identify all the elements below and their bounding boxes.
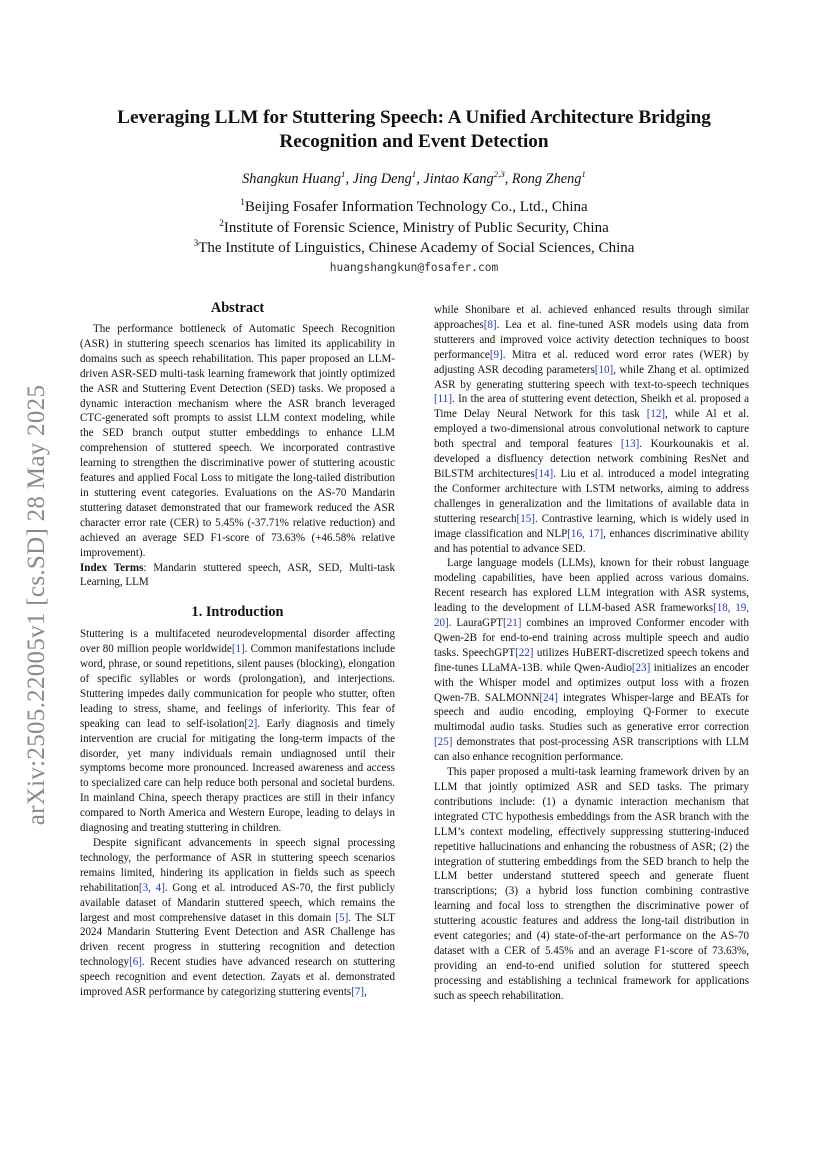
index-terms-label: Index Terms xyxy=(80,561,144,574)
body-text: combines an improved Conformer encoder with Qwen-2B for end-to-end training across multiple speech and audio tasks. SpeechGPT xyxy=(434,617,749,659)
citation-link[interactable]: [18, 19, 20] xyxy=(434,602,750,630)
citation-link[interactable]: [6] xyxy=(129,956,142,969)
affiliation-2: $^2$Institute of Forensic Science, Ministry of Public Security, China xyxy=(219,218,609,236)
author: Shangkun Huang$^1$, xyxy=(242,169,353,187)
body-text: Stuttering is a multifaceted neurodevelopmental disorder affecting over 80 million people worldwide xyxy=(80,628,395,656)
citation-link[interactable]: [21] xyxy=(503,617,522,630)
citation-link[interactable]: [9] xyxy=(489,348,503,361)
body-text: utilizes HuBERT-discretized speech tokens and fine-tunes LLaMA-13B. while Qwen-Audio xyxy=(434,646,750,674)
citation-link[interactable]: [22] xyxy=(515,646,534,659)
citation-link[interactable]: [13] xyxy=(620,438,640,451)
body-paragraph xyxy=(80,836,395,1000)
citation-link[interactable]: [1] xyxy=(231,643,245,656)
citation-link[interactable]: [25] xyxy=(434,736,453,749)
body-text: . Gong et al. introduced AS-70, the first publicly available dataset of Mandarin stuttered speech, which remains the largest and most comprehensive dataset in this domain xyxy=(80,881,395,924)
paper-title xyxy=(80,106,748,154)
arxiv-identifier-stamp xyxy=(22,355,52,855)
citation-link[interactable]: [3, 4] xyxy=(138,881,165,894)
citation-link[interactable]: [16, 17] xyxy=(567,527,604,540)
affiliation-3: $^3$The Institute of Linguistics, Chinese Academy of Social Sciences, China xyxy=(193,239,635,256)
author: Jintao Kang$^{2,3}$, xyxy=(423,169,512,187)
body-text: This paper proposed a multi-task learning framework driven by an LLM that jointly optimized ASR and SED tasks. The primary contributions include: (1) a dynamic interaction mechanism that integrated CTC hypothesis embeddings from the ASR branch with the LLM’s context modeling, effectively suppressing stuttering-induced repetitive hallucinations and enhancing the robustness of ASR; (2) the integration of stuttering embeddings from the SED branch to help the LLM better understand stuttered speech and generate fluent transcriptions; (3) a hybrid loss function combining contrastive learning and focal loss to strengthen the discriminative power of stuttering acoustic features and address the long-tail distribution in event categories; and (4) state-of-the-art performance on the AS-70 dataset with a CER of 5.45% and an average F1-score of 73.63%, providing an end-to-end unified solution for stuttered speech processing and establishing a technical framework for applications such as speech rehabilitation. xyxy=(434,766,749,1002)
citation-link[interactable]: [14] xyxy=(534,467,554,480)
body-text: . Kourkounakis et al. developed a disfluency detection network combining ResNet and BiLSTM architectures xyxy=(434,438,749,480)
citation-link[interactable]: [2] xyxy=(244,717,258,730)
citation-link[interactable]: [23] xyxy=(631,661,651,674)
body-text: initializes an encoder with the Whisper model and optimizes output loss with a frozen Qwen-7B. SALMONN xyxy=(434,661,749,704)
body-paragraph xyxy=(434,303,749,556)
contact-email: huangshangkun@fosafer.com xyxy=(329,260,499,274)
body-text: . Liu et al. introduced a model integrating the Conformer architecture with LSTM networks, aiming to address challenges in generalization and the limitations of available data in stuttering research xyxy=(434,467,749,525)
citation-link[interactable]: [11] xyxy=(434,393,452,406)
body-paragraph xyxy=(434,556,749,765)
body-text: . Contrastive learning, which is widely used in image classification and NLP xyxy=(434,512,749,540)
body-text: , xyxy=(364,986,367,999)
affiliation-1: $^1$Beijing Fosafer Information Technology Co., Ltd., China xyxy=(240,198,588,215)
body-text: , while Al et al. employed a two-dimensional atrous convolutional network to capture both spectral and temporal features xyxy=(434,408,749,451)
body-text: integrates Whisper-large and BEATs for speech and audio encoding, employing Q-Former to execute multimodal audio tasks. Studies such as generative error correction xyxy=(434,691,749,734)
body-text: . Early diagnosis and timely intervention are crucial for mitigating the long-term impacts of the disorder, yet many individuals remain undiagnosed until their symptoms become more pronounced. Increased awareness and access to specialized care can help reduce both personal and societal burdens. In mainland China, speech therapy practices are still in their infancy compared to North America and Western Europe, leading to delays in diagnosing and treating stuttering in children. xyxy=(80,717,395,835)
body-text: , enhances discriminative ability and has potential to advance SED. xyxy=(434,527,749,555)
citation-link[interactable]: [24] xyxy=(539,691,558,704)
citation-link[interactable]: [10] xyxy=(594,363,614,376)
right-column xyxy=(434,303,749,1004)
body-text: . The SLT 2024 Mandarin Stuttering Event Detection and ASR Challenge has driven recent progress in stuttering recognition and detection technology xyxy=(80,911,395,969)
citation-link[interactable]: [12] xyxy=(646,408,666,421)
body-text: . Lea et al. fine-tuned ASR models using data from stutterers and improved voice activity detection techniques to boost performance xyxy=(434,318,749,361)
body-text: . Mitra et al. reduced word error rates (WER) by adjusting ASR decoding parameters xyxy=(434,348,749,376)
body-text: . In the area of stuttering event detection, Sheikh et al. proposed a Time Delay Neural Network for this task xyxy=(434,393,749,421)
body-text: . LauraGPT xyxy=(448,617,504,630)
author-list xyxy=(80,170,748,188)
citation-link[interactable]: [5] xyxy=(335,911,349,924)
body-text: . Common manifestations include word, phrase, or sound repetitions, silent pauses (blocking), elongation of specific syllables or words (prolongation), and interjections. Stuttering impedes daily communication for people who stutter, often leading to stress, shame, and feelings of inferiority. This fear of speaking can lead to self-isolation xyxy=(80,643,395,730)
body-paragraph xyxy=(434,765,749,1004)
author: Rong Zheng$^1$ xyxy=(511,169,586,187)
body-text: Large language models (LLMs), known for their robust language modeling capabilities, have been applied across various domains. Recent research has explored LLM integration with ASR systems, leading to the development of LLM-based ASR frameworks xyxy=(434,557,749,615)
introduction-heading: 1. Introduction xyxy=(191,604,284,621)
body-text: , while Zhang et al. optimized ASR by generating stuttering speech with text-to-speech techniques xyxy=(434,363,749,391)
introduction-body-left xyxy=(80,627,395,1000)
citation-link[interactable]: [7] xyxy=(351,986,365,999)
body-text: demonstrates that post-processing ASR transcriptions with LLM can also enhance recognition performance. xyxy=(434,736,749,764)
abstract-heading: Abstract xyxy=(210,300,265,316)
index-terms-text: : Mandarin stuttered speech, ASR, SED, Multi-task Learning, LLM xyxy=(80,561,395,589)
citation-link[interactable]: [8] xyxy=(483,318,497,331)
abstract-paragraph: The performance bottleneck of Automatic Speech Recognition (ASR) in stuttering speech scenarios has limited its applicability in domains such as speech rehabilitation. This paper proposed an LLM-driven ASR-SED multi-task learning framework that jointly optimized the ASR and Stuttering Event Detection (SED) tasks. We proposed a dynamic interaction mechanism where the ASR branch leveraged CTC-generated soft prompts to assist LLM context modeling, while the SED branch output stutter embeddings to enhance LLM comprehension of stuttered speech. We incorporated contrastive learning to strengthen the discriminative power of stuttering acoustic features and applied Focal Loss to mitigate the long-tailed distribution in stuttering event categories. Evaluations on the AS-70 Mandarin stuttering dataset demonstrated that our framework reduced the ASR character error rate (CER) to 5.45% (-37.71% relative reduction) and achieved an average SED F1-score of 73.63% (+46.58% relative improvement). xyxy=(80,323,395,559)
body-text: . Recent studies have advanced research on stuttering speech recognition and event detection. Zayats et al. demonstrated improved ASR performance by categorizing stuttering events xyxy=(80,956,395,999)
paper-header xyxy=(80,106,748,275)
citation-link[interactable]: [15] xyxy=(516,512,535,525)
introduction-body-right xyxy=(434,303,749,1004)
left-column xyxy=(80,299,395,1000)
author: Jing Deng$^1$, xyxy=(352,169,424,187)
body-text: Despite significant advancements in speech signal processing technology, the performance of ASR in stuttering speech scenarios remains limited, hindering its application in fields such as speech rehabilitation xyxy=(80,837,395,894)
index-terms xyxy=(80,561,395,591)
body-text: while Shonibare et al. achieved enhanced results through similar approaches xyxy=(434,304,749,331)
title-line-1: Leveraging LLM for Stuttering Speech: A Unified Architecture Bridging xyxy=(117,107,711,128)
body-paragraph xyxy=(80,627,395,836)
title-line-2: Recognition and Event Detection xyxy=(279,131,549,152)
arxiv-identifier-text: arXiv:2505.22005v1 [cs.SD] 28 May 2025 xyxy=(23,384,50,826)
